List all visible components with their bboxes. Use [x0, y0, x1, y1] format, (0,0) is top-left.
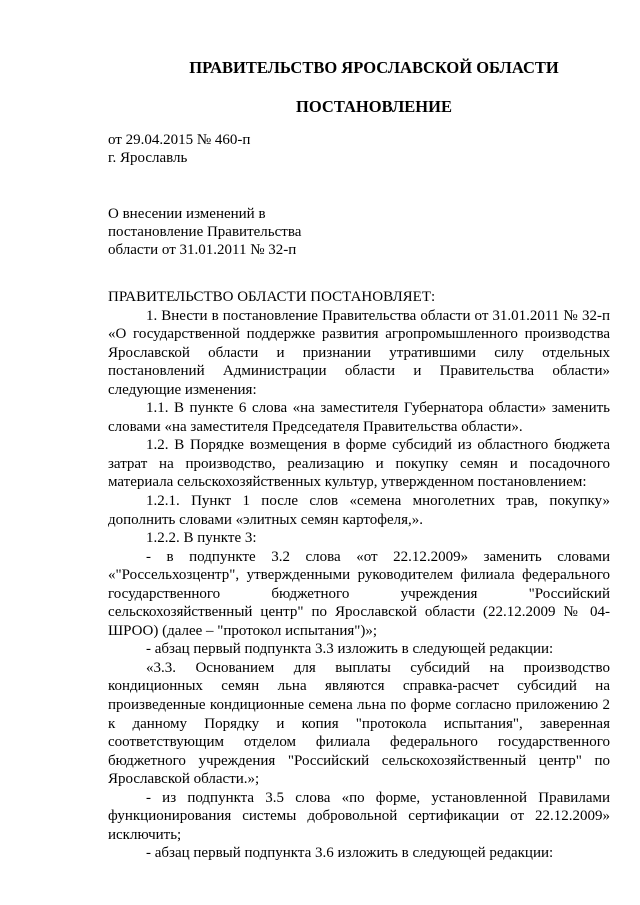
paragraph-1-1: 1.1. В пункте 6 слова «на заместителя Губернатора области» заменить словами «на заместителя Председателя Правительства области».	[108, 400, 610, 435]
dash-item-3-2: - в подпункте 3.2 слова «от 22.12.2009» заменить словами «"Россельхозцентр", утвержденными руководителем филиала федерального государственного бюджетного учреждения "Российский сельскохозяйственный центр" по Ярославской области (22.12.2009 № 04-ШРОО) (далее – "протокол испытания")»;	[108, 548, 610, 639]
preamble: ПРАВИТЕЛЬСТВО ОБЛАСТИ ПОСТАНОВЛЯЕТ:	[108, 289, 436, 305]
date-number: от 29.04.2015 № 460-п	[108, 132, 251, 148]
subject-line-1: О внесении изменений в	[108, 206, 266, 222]
city-line: г. Ярославль	[108, 150, 188, 166]
paragraph-1-2-1: 1.2.1. Пункт 1 после слов «семена многолетних трав, покупку» дополнить словами «элитных семян картофеля,».	[108, 493, 610, 528]
resolution-body	[108, 288, 610, 863]
dash-item-3-5: - из подпункта 3.5 слова «по форме, установленной Правилами функционирования системы добровольной сертификации от 22.12.2009» исключить;	[108, 789, 610, 843]
dash-item-3-6: - абзац первый подпункта 3.6 изложить в следующей редакции:	[146, 845, 554, 862]
subject-line-3: области от 31.01.2011 № 32-п	[108, 242, 297, 258]
quote-3-3: «3.3. Основанием для выплаты субсидий на производство кондиционных семян льна являются справка-расчет субсидий на произведенные кондиционные семена льна по форме согласно приложению 2 к данному Порядку и копия "протокола испытания", заверенная соответствующим отделом филиала федерального государственного бюджетного учреждения "Российский сельскохозяйственный центр" по Ярославской области.»;	[108, 659, 610, 788]
government-title: ПРАВИТЕЛЬСТВО ЯРОСЛАВСКОЙ ОБЛАСТИ	[189, 58, 559, 77]
subject-line-2: постановление Правительства	[108, 224, 302, 240]
paragraph-1-2: 1.2. В Порядке возмещения в форме субсидий из областного бюджета затрат на производство, реализацию и покупку семян и посадочного материала сельскохозяйственных культур, утвержденном постановлением:	[108, 437, 610, 491]
paragraph-1: 1. Внести в постановление Правительства области от 31.01.2011 № 32-п «О государственной поддержке развития агропромышленного производства Ярославской области и признании утратившими силу отдельных постановлений Администрации области и Правительства области» следующие изменения:	[108, 307, 610, 398]
document-type-heading: ПОСТАНОВЛЕНИЕ	[296, 97, 452, 116]
dash-item-3-3: - абзац первый подпункта 3.3 изложить в следующей редакции:	[146, 641, 554, 658]
paragraph-1-2-2: 1.2.2. В пункте 3:	[146, 530, 257, 547]
